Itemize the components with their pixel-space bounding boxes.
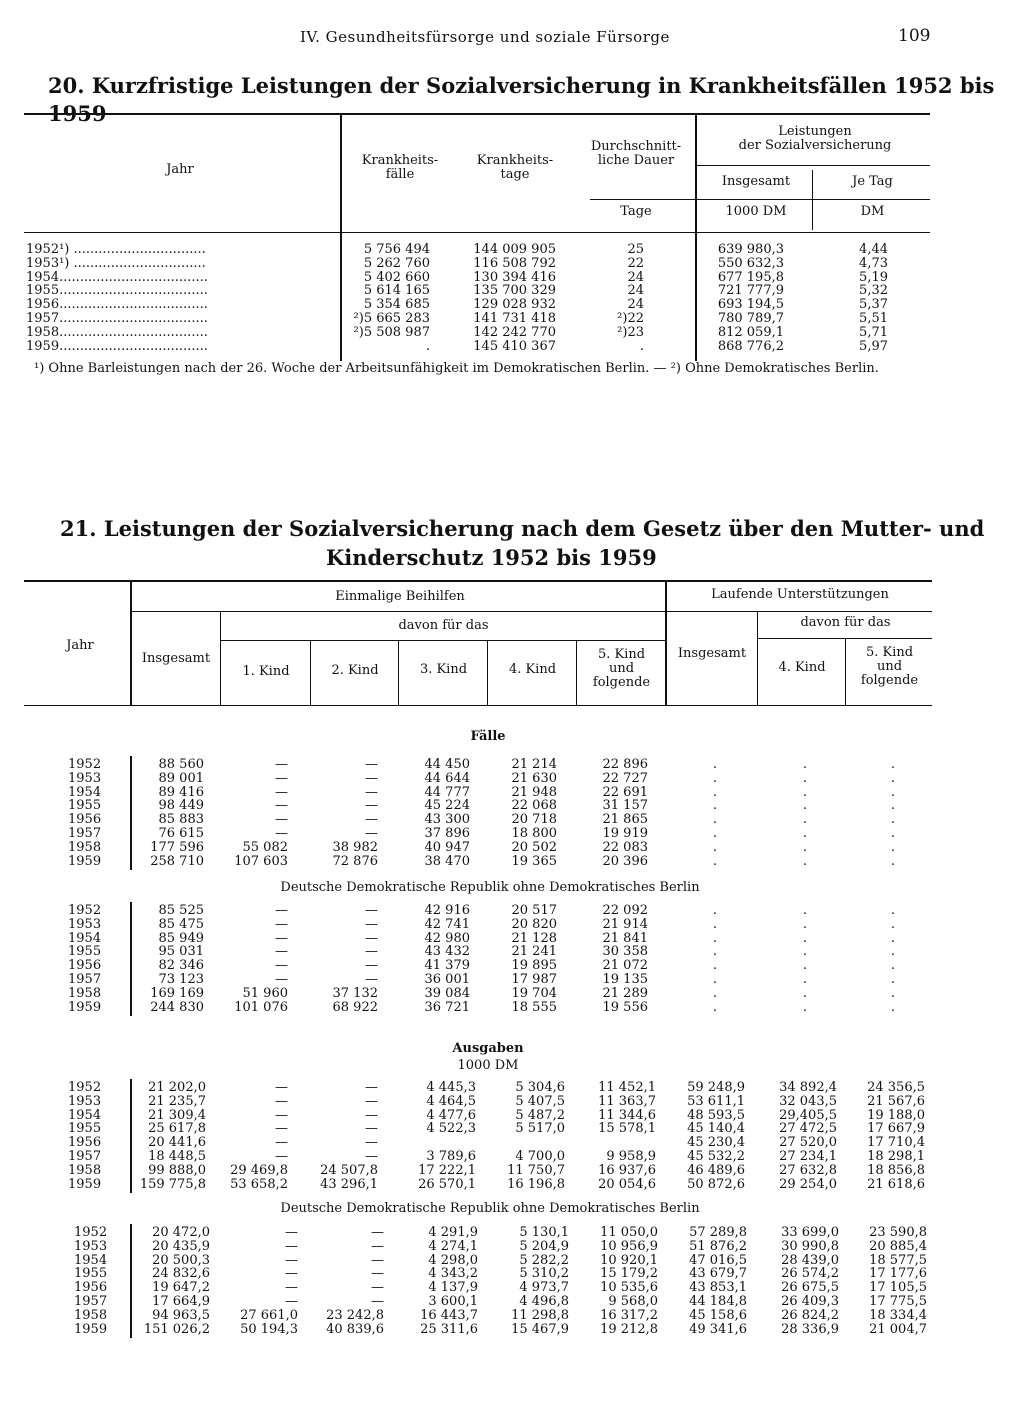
t21-s4-k3: 4 291,9 4 274,1 4 298,0 4 343,2 4 137,9 3 600,1 16 443,7 25 311,6 (420, 1225, 478, 1337)
t20-col-insgesamt: 639 980,3 550 632,3 677 195,8 721 777,9 693 194,5 780 789,7 812 059,1 868 776,2 (717, 242, 784, 354)
t21-s3-k1: — — — — — — 29 469,8 53 658,2 (230, 1080, 288, 1192)
t21-s1-ins: 88 560 89 001 89 416 98 449 85 883 76 615 177 596 258 710 (150, 757, 204, 869)
t21-s2-years: 1952 1953 1954 1955 1956 1957 1958 1959 (68, 903, 102, 1015)
t21-s2-k3: 42 916 42 741 42 980 43 432 41 379 36 001 39 084 36 721 (424, 903, 470, 1015)
t21-s4-li: 57 289,8 51 876,2 47 016,5 43 679,7 43 853,1 44 184,8 45 158,6 49 341,6 (689, 1225, 747, 1337)
t21-section-ddr-1: Deutsche Demokratische Republik ohne Demokratisches Berlin (280, 880, 700, 895)
t20-head-dauer: Durchschnitt- liche Dauer (590, 139, 682, 168)
t21-vline-6 (757, 612, 758, 705)
t20-col-faelle: 5 756 494 5 262 760 5 402 660 5 614 165 5 354 685 ²)5 665 283 ²)5 508 987 . (353, 242, 430, 354)
t21-head-k2: 2. Kind (331, 663, 379, 678)
t20-unit-rule (590, 199, 930, 200)
t21-s4-l5: 23 590,8 20 885,4 18 577,5 17 177,6 17 105,5 17 775,5 18 334,4 21 004,7 (869, 1225, 927, 1337)
t21-head-k1: 1. Kind (242, 664, 290, 679)
t21-vline-jahr (130, 580, 132, 705)
t21-s4-k5: 11 050,0 10 956,9 10 920,1 15 179,2 10 535,6 9 568,0 16 317,2 19 212,8 (600, 1225, 658, 1337)
t21-s4-years: 1952 1953 1954 1955 1956 1957 1958 1959 (74, 1225, 108, 1337)
t20-vline-3 (812, 170, 813, 230)
t21-s2-l5: . . . . . . . . (890, 903, 895, 1015)
t21-s1-k5: 22 896 22 727 22 691 31 157 21 865 19 919 22 083 20 396 (602, 757, 648, 869)
t20-head-tage: Krankheits- tage (476, 153, 554, 182)
t21-head-k5: 5. Kind und folgende (592, 647, 651, 690)
t21-vline-1 (220, 612, 221, 705)
t21-s2-k2: — — — — — — 37 132 68 922 (332, 903, 378, 1015)
t21-davon-rule (220, 640, 665, 641)
t21-top-rule (24, 580, 932, 582)
t21-s4-ins: 20 472,0 20 435,9 20 500,3 24 832,6 19 647,2 17 664,9 94 963,5 151 026,2 (143, 1225, 210, 1337)
t21-head-l-insgesamt: Insgesamt (677, 646, 747, 661)
table-21-title-line2: Kinderschutz 1952 bis 1959 (326, 545, 657, 570)
t20-subhead-rule (697, 165, 930, 166)
t21-head-davon: davon für das (398, 618, 489, 633)
t20-head-unit-tdm: 1000 DM (725, 204, 787, 219)
t21-head-l-k5: 5. Kind und folgende (860, 645, 919, 688)
t21-s3-k3: 4 445,3 4 464,5 4 477,6 4 522,3 3 789,6 17 222,1 26 570,1 (418, 1080, 476, 1192)
t20-footnote: ¹) Ohne Barleistungen nach der 26. Woche der Arbeitsunfähigkeit im Demokratischen Berlin. — ²) Ohne Demokratisches Berlin. (34, 361, 879, 376)
t21-section-ddr-2: Deutsche Demokratische Republik ohne Demokratisches Berlin (280, 1201, 700, 1216)
t21-s3-ins: 21 202,0 21 235,7 21 309,4 25 617,8 20 441,6 18 448,5 99 888,0 159 775,8 (139, 1080, 206, 1192)
t21-vline-laufende (665, 580, 667, 705)
t21-s2-ins: 85 525 85 475 85 949 95 031 82 346 73 123 169 169 244 830 (150, 903, 204, 1015)
t21-s2-k5: 22 092 21 914 21 841 30 358 21 072 19 135 21 289 19 556 (602, 903, 648, 1015)
t21-vline-7 (845, 639, 846, 705)
t21-s4-l4: 33 699,0 30 990,8 28 439,0 26 574,2 26 675,5 26 409,3 26 824,2 28 336,9 (781, 1225, 839, 1337)
t20-head-insgesamt: Insgesamt (721, 174, 791, 189)
t21-s1-li: . . . . . . . . (712, 757, 717, 869)
t20-head-unit-dm: DM (860, 204, 885, 219)
t21-head-einmalige: Einmalige Beihilfen (335, 589, 465, 604)
t21-s3-k5: 11 452,1 11 363,7 11 344,6 15 578,1 9 958,9 16 937,6 20 054,6 (598, 1080, 656, 1192)
table-20-title: 20. Kurzfristige Leistungen der Sozialversicherung in Krankheitsfällen 1952 bis 1959 (48, 73, 995, 126)
t21-s1-k2: — — — — — — 38 982 72 876 (332, 757, 378, 869)
t21-head-insgesamt: Insgesamt (141, 651, 211, 666)
t20-col-tage: 144 009 905 116 508 792 130 394 416 135 700 329 129 028 932 141 731 418 142 242 770 145 410 367 (473, 242, 556, 354)
t21-header-rule (24, 705, 932, 706)
t21-s3-years: 1952 1953 1954 1955 1956 1957 1958 1959 (68, 1080, 102, 1192)
t20-head-jetag: Je Tag (852, 174, 893, 189)
t21-s1-k1: — — — — — — 55 082 107 603 (234, 757, 288, 869)
t20-head-faelle: Krankheits- fälle (361, 153, 439, 182)
t21-vline-3 (398, 641, 399, 705)
t20-top-rule (24, 113, 930, 115)
t21-head-laufende: Laufende Unterstützungen (711, 587, 889, 602)
t20-head-tage-unit: Tage (620, 204, 652, 219)
t21-section-faelle: Fälle (470, 729, 506, 744)
t21-s1-k3: 44 450 44 644 44 777 45 224 43 300 37 896 40 947 38 470 (424, 757, 470, 869)
t21-s3-l4: 34 892,4 32 043,5 29,405,5 27 472,5 27 520,0 27 234,1 27 632,8 29 254,0 (779, 1080, 837, 1192)
t21-s2-k4: 20 517 20 820 21 128 21 241 19 895 17 987 19 704 18 555 (511, 903, 557, 1015)
t21-s4-k2: — — — — — — 23 242,8 40 839,6 (326, 1225, 384, 1337)
t21-s4-k4: 5 130,1 5 204,9 5 282,2 5 310,2 4 973,7 4 496,8 11 298,8 15 467,9 (511, 1225, 569, 1337)
t21-s2-l4: . . . . . . . . (802, 903, 807, 1015)
t20-vline-2 (695, 113, 697, 361)
running-title: IV. Gesundheitsfürsorge und soziale Fürsorge (300, 28, 670, 46)
t21-s3-l5: 24 356,5 21 567,6 19 188,0 17 667,9 17 710,4 18 298,1 18 856,8 21 618,6 (867, 1080, 925, 1192)
t21-vline-4 (487, 641, 488, 705)
t21-s4-k1: — — — — — — 27 661,0 50 194,3 (240, 1225, 298, 1337)
t21-s2-k1: — — — — — — 51 960 101 076 (234, 903, 288, 1015)
t21-vline-5 (576, 641, 577, 705)
t20-head-jahr: Jahr (166, 162, 194, 177)
table-21-title-line1: 21. Leistungen der Sozialversicherung nach dem Gesetz über den Mutter- und (60, 516, 985, 541)
t21-vline-2 (310, 641, 311, 705)
t21-s1-years: 1952 1953 1954 1955 1956 1957 1958 1959 (68, 757, 102, 869)
t21-head-k4: 4. Kind (508, 662, 557, 677)
t20-head-leistungen: Leistungen der Sozialversicherung (738, 124, 892, 153)
page-number: 109 (898, 26, 931, 46)
t21-subhead-rule (132, 611, 932, 612)
t21-head-l-k4: 4. Kind (778, 660, 826, 675)
t20-col-dauer: 25 22 24 24 24 ²)22 ²)23 . (617, 242, 644, 354)
t21-s3-k4: 5 304,6 5 407,5 5 487,2 5 517,0 4 700,0 11 750,7 16 196,8 (507, 1080, 565, 1192)
t21-s2-li: . . . . . . . . (712, 903, 717, 1015)
t21-head-k3: 3. Kind (419, 662, 468, 677)
t20-header-rule (24, 232, 930, 233)
t21-s1-l5: . . . . . . . . (890, 757, 895, 869)
t21-s1-l4: . . . . . . . . (802, 757, 807, 869)
t21-section-ausgaben-unit: 1000 DM (457, 1058, 519, 1073)
t20-col-jetag: 4,44 4,73 5,19 5,32 5,37 5,51 5,71 5,97 (859, 242, 888, 354)
t21-s3-k2: — — — — — — 24 507,8 43 296,1 (320, 1080, 378, 1192)
t21-head-jahr: Jahr (66, 638, 94, 653)
t20-col-years: 1952¹) ................................ 1953¹) ................................ 1954.................................... 1955.................................... 1956.................................... 1957.................................... 1958.................................... 1959.................................... (26, 243, 208, 354)
t21-section-ausgaben: Ausgaben (452, 1041, 524, 1056)
t21-s1-k4: 21 214 21 630 21 948 22 068 20 718 18 800 20 502 19 365 (511, 757, 557, 869)
t21-s3-li: 59 248,9 53 611,1 48 593,5 45 140,4 45 230,4 45 532,2 46 489,6 50 872,6 (687, 1080, 745, 1192)
t21-head-l-davon: davon für das (800, 615, 891, 630)
